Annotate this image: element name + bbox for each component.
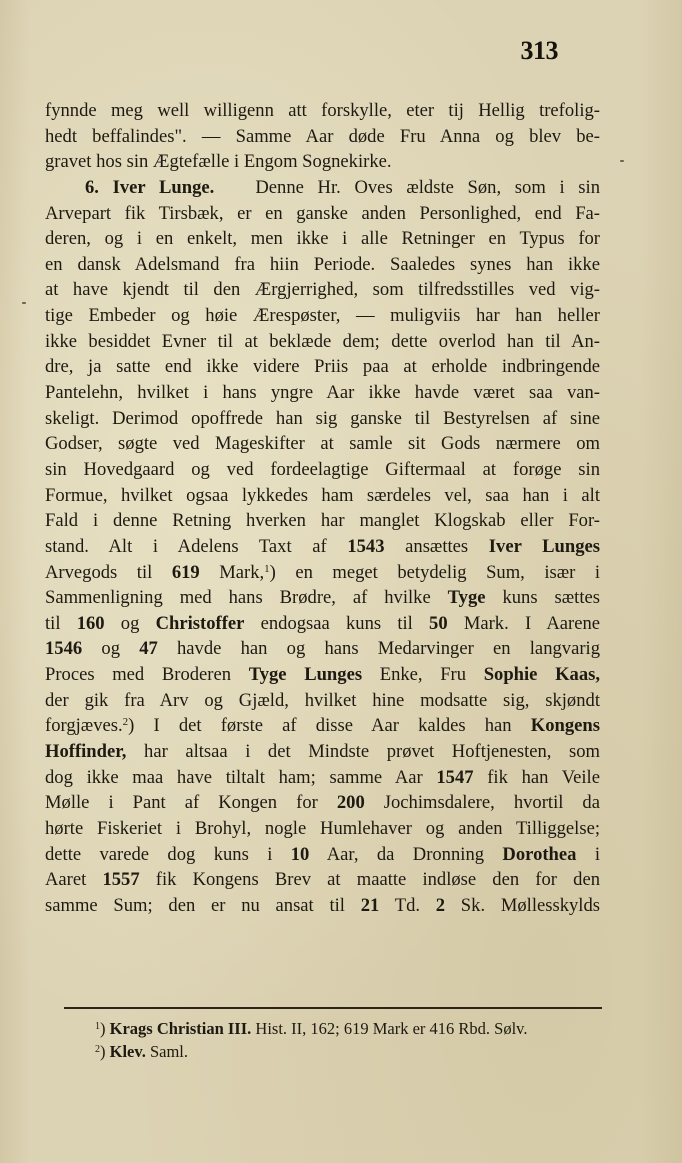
- footnote-reference[interactable]: 2: [122, 716, 129, 729]
- person-name: Tyge Lunges: [248, 664, 363, 686]
- text-line: Formue, hvilket ogsaa lykkedes ham særdeles vel, saa han i alt: [45, 484, 600, 506]
- footnote-separator-rule: [64, 1007, 602, 1009]
- text-line: stand. Alt i Adelens Taxt af 1543 ansættes Iver Lunges: [45, 535, 600, 557]
- person-name: Sophie Kaas,: [483, 664, 601, 686]
- text-line: Hoffinder, har altsaa i det Mindste prøvet Hoftjenesten, som: [45, 741, 600, 763]
- person-name: Iver Lunges: [488, 535, 600, 557]
- text-line: til 160 og Christoffer endogsaa kuns til 50 Mark. I Aarene: [45, 612, 600, 634]
- text-line: Sammenligning med hans Brødre, af hvilke Tyge kuns sættes: [45, 587, 600, 609]
- margin-speck: [22, 302, 26, 304]
- text-line: Proces med Broderen Tyge Lunges Enke, Fru Sophie Kaas,: [45, 664, 601, 686]
- year: 1543: [347, 535, 385, 557]
- text-line: skeligt. Derimod opoffrede han sig ganske til Bestyrelsen af sine: [45, 407, 600, 429]
- text-line: at have kjendt til den Ærgjerrighed, som tilfredsstilles ved vig-: [45, 279, 600, 301]
- text-line: en dansk Adelsmand fra hiin Periode. Saaledes synes han ikke: [45, 253, 600, 275]
- footnote-mark: 2: [95, 1044, 100, 1055]
- footnote-reference[interactable]: 1: [264, 562, 270, 575]
- person-name: Tyge: [447, 587, 486, 609]
- person-name: Christoffer: [155, 612, 245, 634]
- citation-text: Hist. II, 162; 619 Mark er 416 Rbd. Sølv.: [251, 1019, 528, 1038]
- footnote-mark: 1: [95, 1021, 100, 1032]
- text-line: forgjæves.$^2$) I det første af disse Aar kaldes han Kongens: [45, 715, 600, 737]
- text-line: der gik fra Arv og Gjæld, hvilket hine modsatte sig, skjøndt: [45, 689, 600, 711]
- person-name: Kongens: [530, 715, 600, 737]
- footnotes: [95, 1017, 615, 1063]
- year: 1557: [102, 869, 140, 891]
- text-line: Arvepart fik Tirsbæk, er en ganske anden Personlighed, end Fa-: [45, 202, 600, 224]
- text-line: Mølle i Pant af Kongen for 200 Jochimsdalere, hvortil da: [45, 792, 600, 814]
- title-name: Hoffinder,: [45, 741, 127, 763]
- footnote-2: $^2$) Klev. Saml.: [95, 1042, 189, 1061]
- text-line: dog ikke maa have tiltalt ham; samme Aar 1547 fik han Veile: [45, 766, 600, 788]
- citation-text: Saml.: [145, 1042, 189, 1061]
- amount: 619: [171, 561, 200, 583]
- citation-source: Klev.: [109, 1042, 146, 1061]
- person-name: Dorothea: [502, 843, 577, 865]
- text-line: gravet hos sin Ægtefælle i Engom Sognekirke.: [45, 151, 392, 173]
- text-line: Godser, søgte ved Mageskifter at samle sit Gods nærmere om: [45, 433, 600, 455]
- footnote-1: $^1$) Krags Christian III. Hist. II, 162; 619 Mark er 416 Rbd. Sølv.: [95, 1019, 528, 1038]
- section-heading-line: [45, 175, 600, 201]
- text-line: fynnde meg well willigenn att forskylle, eter tij Hellig trefolig-: [45, 100, 600, 121]
- text-line: samme Sum; den er nu ansat til 21 Td. 2 Sk. Møllesskylds: [45, 894, 601, 916]
- text-line: Arvegods til 619 Mark,$^1$) en meget betydelig Sum, især i: [45, 561, 600, 583]
- text-line: Fald i denne Retning hverken har manglet Klogskab eller For-: [45, 510, 600, 532]
- section-title: Iver Lunge.: [112, 176, 215, 198]
- section-opening-text: Denne Hr. Oves ældste Søn, som i sin: [255, 176, 601, 198]
- text-line: hørte Fiskeriet i Brohyl, nogle Humlehaver og anden Tilliggelse;: [45, 817, 600, 839]
- text-line: tige Embeder og høie Ærespøster, — muligviis har han heller: [45, 305, 600, 327]
- text-line: Aaret 1557 fik Kongens Brev at maatte indløse den for den: [45, 869, 600, 891]
- text-line: ikke besiddet Evner til at beklæde dem; dette overlod han til An-: [45, 330, 600, 352]
- text-line: dette varede dog kuns i 10 Aar, da Dronning Dorothea i: [45, 843, 600, 865]
- text-line: Pantelehn, hvilket i hans yngre Aar ikke havde været saa van-: [45, 382, 600, 404]
- amount: 200: [336, 792, 365, 814]
- text-line: deren, og i en enkelt, men ikke i alle Retninger en Typus for: [45, 228, 600, 250]
- text-line: 1546 og 47 havde han og hans Medarvinger en langvarig: [45, 638, 600, 660]
- year: 1547: [436, 766, 474, 788]
- text-line: hedt beffalindes". — Samme Aar døde Fru Anna og blev be-: [45, 125, 600, 147]
- text-line: sin Hovedgaard og ved fordeelagtige Giftermaal at forøge sin: [45, 458, 600, 480]
- margin-speck: [620, 160, 624, 162]
- citation-source: Krags Christian III.: [109, 1019, 252, 1038]
- section-number: 6.: [85, 176, 99, 198]
- page-number: 313: [520, 36, 558, 65]
- text-line: dre, ja satte end ikke videre Priis paa at erholde indbringende: [45, 356, 600, 378]
- body-text: [45, 98, 600, 919]
